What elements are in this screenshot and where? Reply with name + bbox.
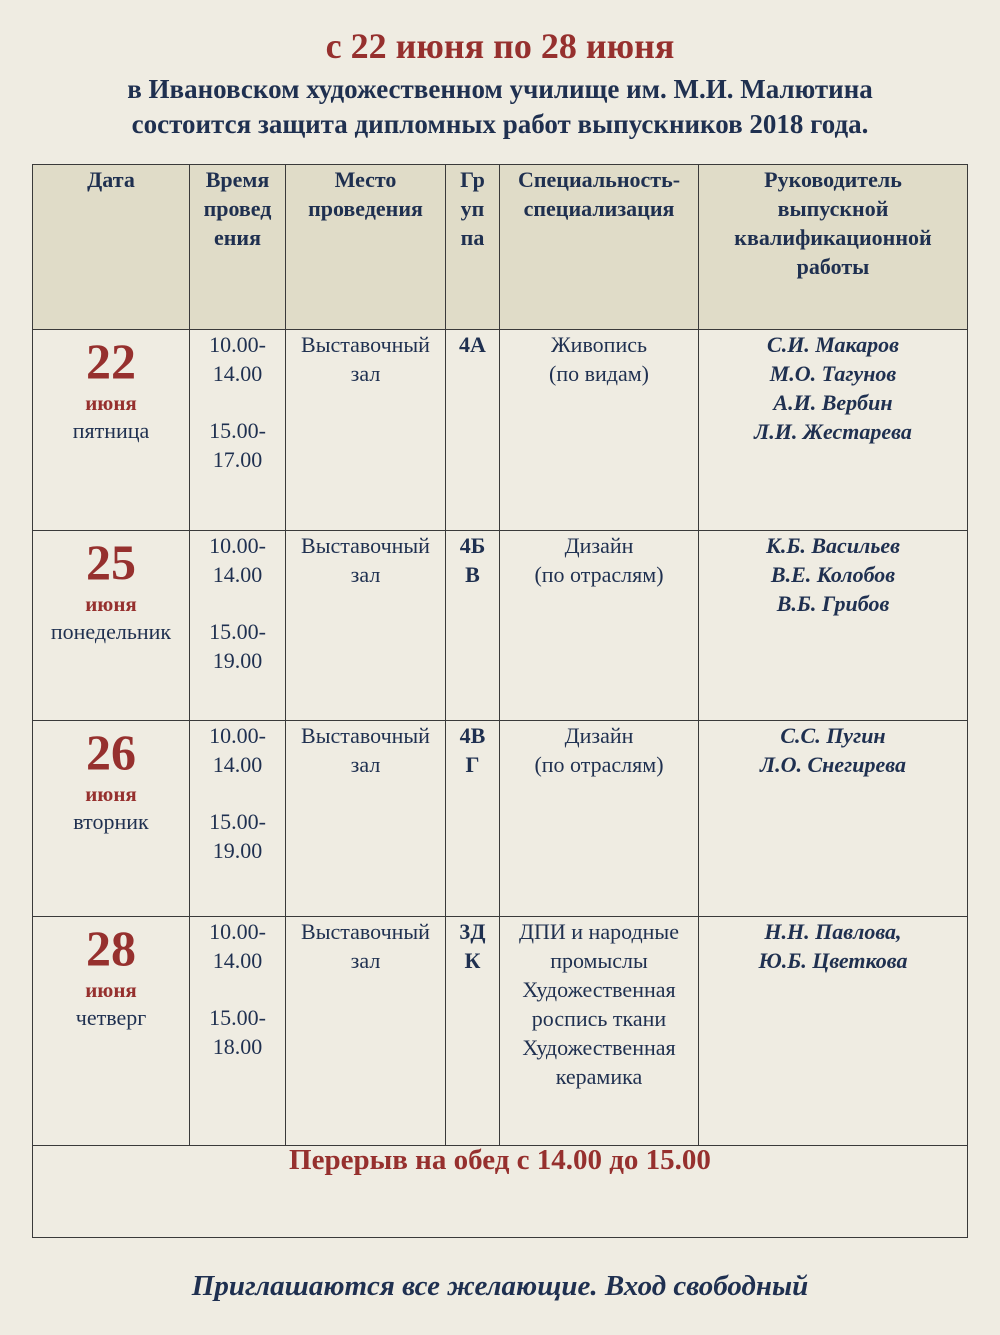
group-cell: 4А bbox=[446, 330, 500, 531]
date-month: июня bbox=[85, 592, 137, 616]
group-cell: 3Д К bbox=[446, 917, 500, 1146]
time-cell: 10.00- 14.00 15.00- 19.00 bbox=[190, 531, 286, 721]
schedule-table bbox=[32, 164, 968, 1238]
date-number: 26 bbox=[86, 724, 136, 780]
supervisors-cell: С.С. Пугин Л.О. Снегирева bbox=[699, 721, 968, 917]
table-header-row bbox=[33, 165, 968, 330]
column-header-group: Гр уп па bbox=[446, 165, 500, 330]
column-header-date: Дата bbox=[33, 165, 190, 330]
lunch-break-text: Перерыв на обед с 14.00 до 15.00 bbox=[33, 1146, 968, 1238]
subtitle-line-1: в Ивановском художественном училище им. М.И. Малютина bbox=[127, 74, 873, 104]
group-cell: 4Б В bbox=[446, 531, 500, 721]
table-row bbox=[33, 330, 968, 531]
place-cell: Выставочный зал bbox=[286, 531, 446, 721]
date-cell bbox=[33, 917, 190, 1146]
footer-invitation: Приглашаются все желающие. Вход свободный bbox=[191, 1270, 809, 1302]
column-header-supervisor: Руководитель выпускной квалификационной работы bbox=[699, 165, 968, 330]
date-cell bbox=[33, 330, 190, 531]
supervisors-cell: Н.Н. Павлова, Ю.Б. Цветкова bbox=[699, 917, 968, 1146]
place-cell: Выставочный зал bbox=[286, 330, 446, 531]
weekday: вторник bbox=[73, 809, 149, 834]
column-header-place: Место проведения bbox=[286, 165, 446, 330]
date-cell bbox=[33, 721, 190, 917]
table-row bbox=[33, 531, 968, 721]
time-cell: 10.00- 14.00 15.00- 18.00 bbox=[190, 917, 286, 1146]
time-cell: 10.00- 14.00 15.00- 17.00 bbox=[190, 330, 286, 531]
date-cell bbox=[33, 531, 190, 721]
subtitle-line-2: состоится защита дипломных работ выпускников 2018 года. bbox=[131, 109, 869, 139]
date-number: 28 bbox=[86, 920, 136, 976]
weekday: понедельник bbox=[50, 619, 172, 644]
column-header-time: Время провед ения bbox=[190, 165, 286, 330]
specialty-cell: Живопись (по видам) bbox=[500, 330, 699, 531]
weekday: пятница bbox=[72, 418, 150, 443]
lunch-break-row bbox=[33, 1146, 968, 1238]
page-title: с 22 июня по 28 июня bbox=[325, 26, 675, 66]
group-cell: 4В Г bbox=[446, 721, 500, 917]
specialty-cell: Дизайн (по отраслям) bbox=[500, 721, 699, 917]
date-number: 25 bbox=[86, 534, 136, 590]
table-row bbox=[33, 917, 968, 1146]
date-number: 22 bbox=[86, 333, 136, 389]
specialty-cell: Дизайн (по отраслям) bbox=[500, 531, 699, 721]
date-month: июня bbox=[85, 978, 137, 1002]
time-cell: 10.00- 14.00 15.00- 19.00 bbox=[190, 721, 286, 917]
place-cell: Выставочный зал bbox=[286, 721, 446, 917]
table-row bbox=[33, 721, 968, 917]
supervisors-cell: К.Б. Васильев В.Е. Колобов В.Б. Грибов bbox=[699, 531, 968, 721]
weekday: четверг bbox=[75, 1005, 147, 1030]
date-month: июня bbox=[85, 391, 137, 415]
specialty-cell: ДПИ и народные промыслы Художественная роспись ткани Художественная керамика bbox=[500, 917, 699, 1146]
date-month: июня bbox=[85, 782, 137, 806]
column-header-specialty: Специальность- специализация bbox=[500, 165, 699, 330]
supervisors-cell: С.И. Макаров М.О. Тагунов А.И. Вербин Л.И. Жестарева bbox=[699, 330, 968, 531]
place-cell: Выставочный зал bbox=[286, 917, 446, 1146]
